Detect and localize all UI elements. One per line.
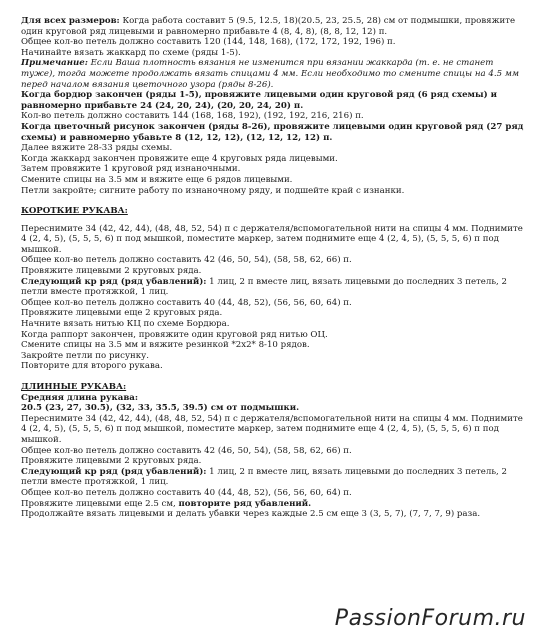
watermark: PassionForum.ru [334,606,526,631]
after-jacquard: Когда жаккард закончен провяжите еще 4 круговых ряда лицевыми. [21,153,338,164]
rows-28-33: Далее вяжите 28-33 ряды схемы. [21,143,173,154]
long-mid-label: Средняя длина рукава: [21,392,139,403]
sizes-text: Когда работа составит 5 (9.5, 12.5, 18)(20.5, 23, 25.5, 28) см от подмышки, провяжите один круговой ряд лицевыми и равномерно прибавьте 4 (8, 4, 8), (8, 8, 12, 12) п. [21,16,516,37]
note-label: Примечание: [21,58,88,69]
change-needles: Смените спицы на 3.5 мм и вяжите еще 6 рядов лицевыми. [21,174,293,185]
short-total: Общее кол-во петель должно составить 42 (46, 50, 54), (58, 58, 62, 66) п. [21,255,352,266]
long-more [21,499,526,510]
note-text: Если Ваша плотность вязания не изменится при вязании жаккарда (т. е. не станет туже), тогда можете продолжать вязать спицами 4 мм. Если необходимо то смените спицы на 4.5 мм перед началом вязания цветочного узора (ряды 8-26). [21,58,520,90]
short-close: Закройте петли по рисунку. [21,350,149,361]
short-decrease-label: Следующий кр ряд (ряд убавлений): [21,276,207,287]
sizes-label: Для всех размеров: [21,16,120,26]
long-two-rows: Провяжите лицевыми 2 круговых ряда. [21,456,202,467]
jacquard-start: Начинайте вязать жаккард по схеме (ряды 1-5). [21,47,241,58]
short-decrease-text: 1 лиц, 2 п вместе лиц, вязать лицевыми до последних 3 петель, 2 петли вместе протяжкой, 1 лиц. [21,276,507,298]
short-rib: Смените спицы на 3.5 мм и вяжите резинкой *2х2* 8-10 рядов. [21,340,310,351]
border-done: Когда бордюр закончен (ряды 1-5), провяжите лицевыми один круговой ряд (6 ряд схемы) и равномерно прибавьте 24 (24, 20, 24), (20, 20, 24, 20) п. [21,90,498,111]
total-stitches-2: Кол-во петель должно составить 144 (168, 168, 192), (192, 192, 216, 216) п. [21,111,364,122]
long-sleeves-heading: ДЛИННЫЕ РУКАВА: [21,382,127,392]
sizes-paragraph [21,16,526,37]
long-decrease-text: 1 лиц, 2 п вместе лиц, вязать лицевыми до последних 3 петель, 2 петли вместе протяжкой, 1 лиц. [21,466,507,488]
short-cast: Переснимите 34 (42, 42, 44), (48, 48, 52, 54) п с держателя/вспомогательной нити на спицы 4 мм. Поднимите 4 (2, 4, 5), (5, 5, 5, 6) п под мышкой, поместите маркер, затем поднимите еще 4 (2, 4, 5), (5, 5, 5, 6) п под мышкой. [21,223,523,255]
long-more-bold: повторите ряд убавлений. [178,498,312,509]
long-total-dec: Общее кол-во петель должно составить 40 (44, 48, 52), (56, 56, 60, 64) п. [21,487,352,498]
note-paragraph [21,58,526,90]
short-decrease [21,277,526,298]
long-decrease [21,467,526,488]
short-border: Начните вязать нитью КЦ по схеме Бордюра. [21,319,230,330]
document-page [21,16,526,520]
short-two-rows: Провяжите лицевыми 2 круговых ряда. [21,266,202,277]
total-stitches-1: Общее кол-во петель должно составить 120 (144, 148, 168), (172, 172, 192, 196) п. [21,37,396,48]
flower-done: Когда цветочный рисунок закончен (ряды 8-26), провяжите лицевыми один круговой ряд (27 ряд схемы) и равномерно убавьте 8 (12, 12, 12), (12, 12, 12, 12) п. [21,121,524,143]
close-loops: Петли закройте; сигните работу по изнаночному ряду, и подшейте край с изнанки. [21,185,405,196]
long-total: Общее кол-во петель должно составить 42 (46, 50, 54), (58, 58, 62, 66) п. [21,445,352,456]
long-continue: Продолжайте вязать лицевыми и делать убавки через каждые 2.5 см еще 3 (3, 5, 7), (7, 7, 7, 9) раза. [21,509,481,520]
long-decrease-label: Следующий кр ряд (ряд убавлений): [21,466,207,477]
short-repeat: Повторите для второго рукава. [21,361,163,372]
long-mid-values: 20.5 (23, 27, 30.5), (32, 33, 35.5, 39.5) см от подмышки. [21,403,300,414]
long-more-text: Провяжите лицевыми еще 2.5 см, [21,498,179,509]
short-sleeves-heading: КОРОТКИЕ РУКАВА: [21,206,128,217]
long-cast: Переснимите 34 (42, 42, 44), (48, 48, 52, 54) п с держателя/вспомогательной нити на спицы 4 мм. Поднимите 4 (2, 4, 5), (5, 5, 5, 6) п под мышкой, поместите маркер, затем поднимите еще 4 (2, 4, 5), (5, 5, 5, 6) п под мышкой. [21,413,523,445]
short-total-dec: Общее кол-во петель должно составить 40 (44, 48, 52), (56, 56, 60, 64) п. [21,297,352,308]
short-two-more: Провяжите лицевыми еще 2 круговых ряда. [21,308,223,319]
purl-row: Затем провяжите 1 круговой ряд изнаночными. [21,164,241,175]
short-rapport: Когда раппорт закончен, провяжите один круговой ряд нитью ОЦ. [21,329,328,340]
